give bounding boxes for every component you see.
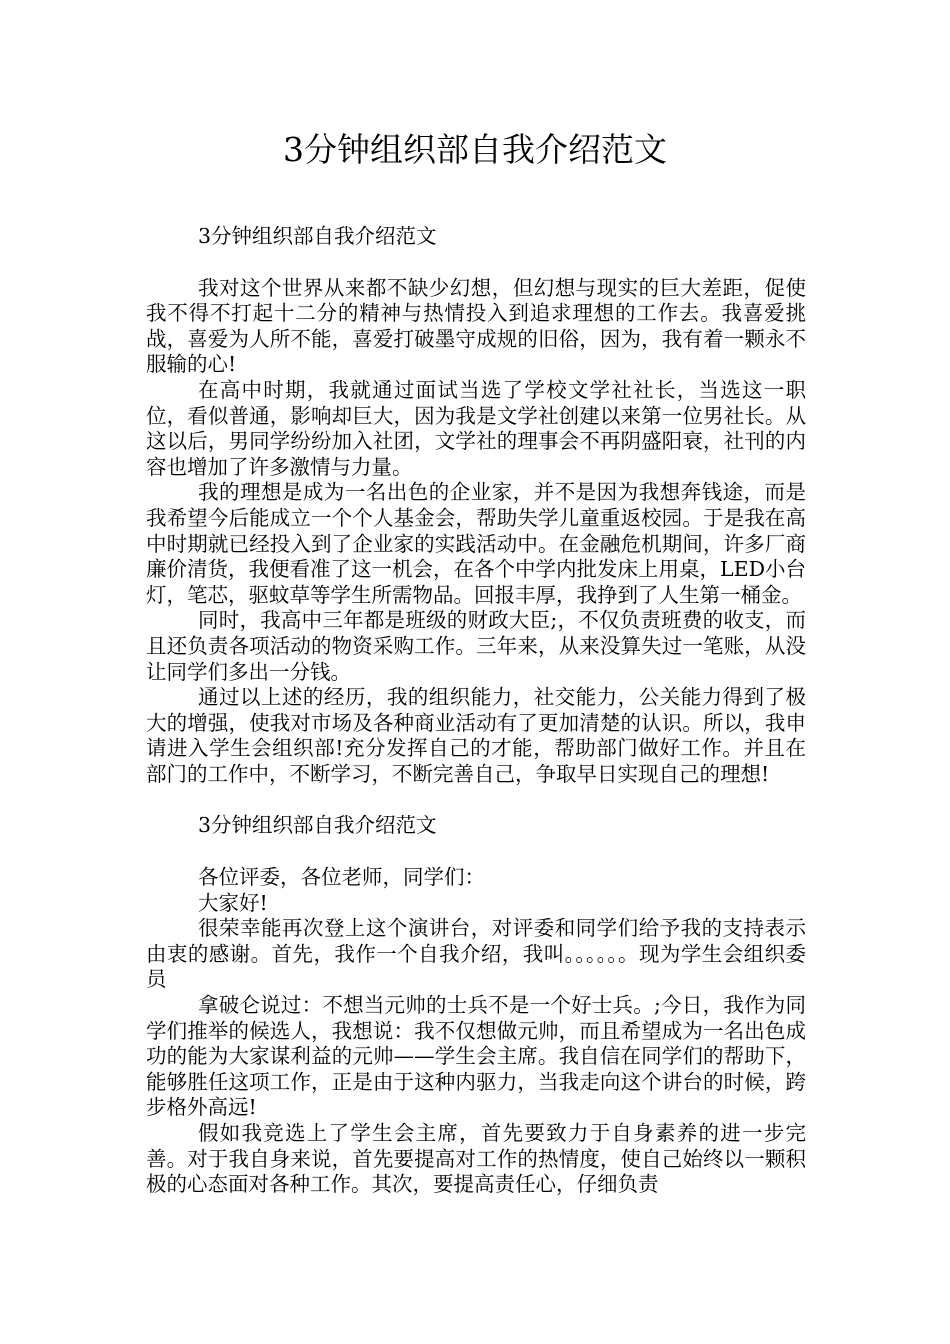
paragraph: 在高中时期，我就通过面试当选了学校文学社社长，当选这一职位，看似普通，影响却巨大，因为我是文学社创建以来第一位男社长。从这以后，男同学纷纷加入社团，文学社的理事会不再阴盛阳衰，社刊的内容也增加了许多激情与力量。 [146,377,806,479]
section-heading: 3分钟组织部自我介绍范文 [198,224,437,248]
paragraph: 大家好! [198,890,268,915]
paragraph: 拿破仑说过：不想当元帅的士兵不是一个好士兵。;今日，我作为同学们推举的候选人，我想说：我不仅想做元帅，而且希望成为一名出色成功的能为大家谋利益的元帅——学生会主席。我自信在同学们的帮助下，能够胜任这项工作，正是由于这种内驱力，当我走向这个讲台的时候，跨步格外高远! [146,993,806,1120]
paragraph: 我的理想是成为一名出色的企业家，并不是因为我想奔钱途，而是我希望今后能成立一个个人基金会，帮助失学儿童重返校园。于是我在高中时期就已经投入到了企业家的实践活动中。在金融危机期间，许多厂商廉价清货，我便看准了这一机会，在各个中学内批发床上用桌，LED小台灯，笔芯，驱蚊草等学生所需物品。回报丰厚，我挣到了人生第一桶金。 [146,480,807,607]
document-body [146,224,806,1198]
paragraph: 很荣幸能再次登上这个演讲台，对评委和同学们给予我的支持表示由衷的感谢。首先，我作一个自我介绍，我叫。。。。。。现为学生会组织委员 [146,916,806,992]
section-heading: 3分钟组织部自我介绍范文 [198,813,437,838]
document-title: 3分钟组织部自我介绍范文 [283,130,667,169]
paragraph: 同时，我高中三年都是班级的财政大臣;，不仅负责班费的收支，而且还负责各项活动的物资采购工作。三年来，从来没算失过一笔账，从没让同学们多出一分钱。 [146,608,806,684]
paragraph: 我对这个世界从来都不缺少幻想，但幻想与现实的巨大差距，促使我不得不打起十二分的精神与热情投入到追求理想的工作去。我喜爱挑战，喜爱为人所不能，喜爱打破墨守成规的旧俗，因为，我有着一颗永不服输的心! [146,275,806,377]
paragraph: 通过以上述的经历，我的组织能力，社交能力，公关能力得到了极大的增强，使我对市场及各种商业活动有了更加清楚的认识。所以，我申请进入学生会组织部!充分发挥自己的才能，帮助部门做好工作。并且在部门的工作中，不断学习，不断完善自己，争取早日实现自己的理想! [146,685,806,786]
paragraph: 各位评委，各位老师，同学们： [198,865,485,890]
paragraph: 假如我竞选上了学生会主席，首先要致力于自身素养的进一步完善。对于我自身来说，首先要提高对工作的热情度，使自己始终以一颗积极的心态面对各种工作。其次，要提高责任心，仔细负责 [146,1121,806,1197]
